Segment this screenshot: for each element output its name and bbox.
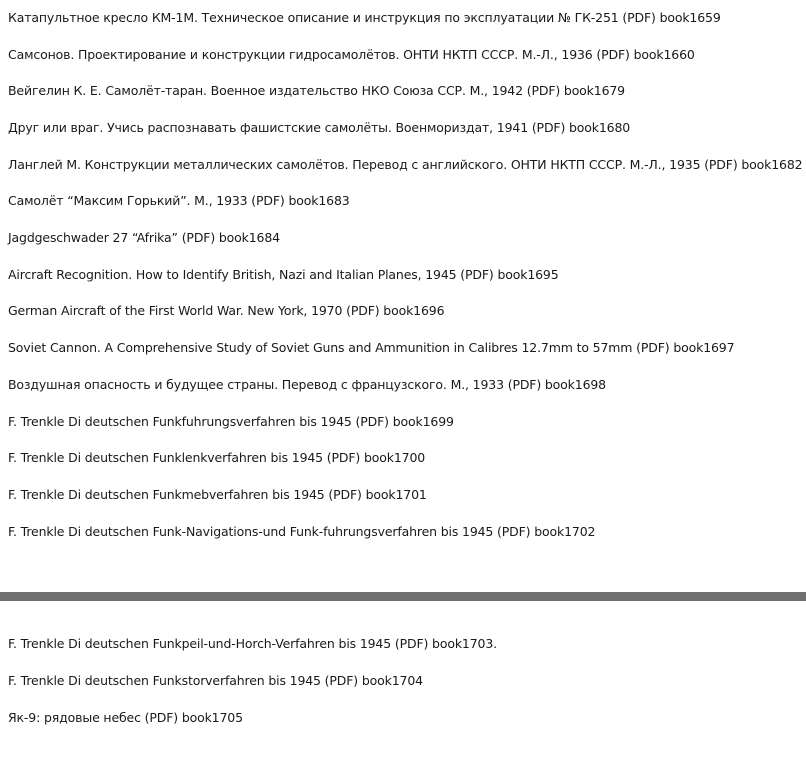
list-item: Самсонов. Проектирование и конструкции гидросамолётов. ОНТИ НКТП СССР. М.-Л., 1936 (PDF) book1660 — [8, 47, 695, 62]
list-item: Як-9: рядовые небес (PDF) book1705 — [8, 710, 243, 725]
list-item: Aircraft Recognition. How to Identify British, Nazi and Italian Planes, 1945 (PDF) book1695 — [8, 267, 559, 282]
list-item: F. Trenkle Di deutschen Funk-Navigations-und Funk-fuhrungsverfahren bis 1945 (PDF) book1702 — [8, 524, 596, 539]
list-item: Воздушная опасность и будущее страны. Перевод с французского. М., 1933 (PDF) book1698 — [8, 377, 606, 392]
document-page-bottom — [0, 601, 806, 777]
list-item: Ланглей М. Конструкции металлических самолётов. Перевод с английского. ОНТИ НКТП СССР. М.-Л., 1935 (PDF) book1682 — [8, 157, 803, 172]
list-item: F. Trenkle Di deutschen Funklenkverfahren bis 1945 (PDF) book1700 — [8, 450, 426, 465]
list-item: German Aircraft of the First World War. New York, 1970 (PDF) book1696 — [8, 303, 445, 318]
list-item: F. Trenkle Di deutschen Funkmebverfahren bis 1945 (PDF) book1701 — [8, 487, 427, 502]
list-item: F. Trenkle Di deutschen Funkpeil-und-Horch-Verfahren bis 1945 (PDF) book1703. — [8, 636, 497, 651]
list-item: Soviet Cannon. A Comprehensive Study of Soviet Guns and Ammunition in Calibres 12.7mm to 57mm (PDF) book1697 — [8, 340, 735, 355]
list-item: Катапультное кресло КМ-1М. Техническое описание и инструкция по эксплуатации № ГК-251 (PDF) book1659 — [8, 10, 721, 25]
list-item: F. Trenkle Di deutschen Funkfuhrungsverfahren bis 1945 (PDF) book1699 — [8, 414, 454, 429]
list-item: Друг или враг. Учись распознавать фашистские самолёты. Военмориздат, 1941 (PDF) book1680 — [8, 120, 631, 135]
list-item: Вейгелин К. Е. Самолёт-таран. Военное издательство НКО Союза ССР. М., 1942 (PDF) book1679 — [8, 83, 625, 98]
list-item: Jagdgeschwader 27 “Afrika” (PDF) book1684 — [8, 230, 280, 245]
list-item: Самолёт “Максим Горький”. М., 1933 (PDF) book1683 — [8, 193, 350, 208]
list-item: F. Trenkle Di deutschen Funkstorverfahren bis 1945 (PDF) book1704 — [8, 673, 423, 688]
page-break-divider — [0, 592, 806, 601]
